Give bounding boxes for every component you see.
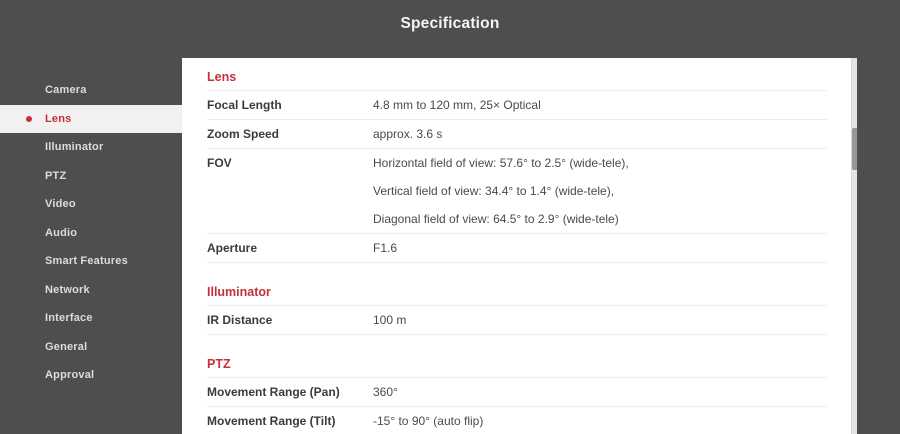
spec-row: [207, 234, 827, 263]
spec-value-line: Vertical field of view: 34.4° to 1.4° (wide-tele),: [373, 184, 615, 198]
sidebar-item-video[interactable]: [0, 190, 182, 219]
spec-value-line: 4.8 mm to 120 mm, 25× Optical: [373, 98, 541, 112]
sidebar-item-general[interactable]: [0, 333, 182, 362]
sidebar-item-label: Video: [45, 198, 76, 211]
page-title: Specification: [400, 15, 500, 32]
sidebar-item-ptz[interactable]: [0, 162, 182, 191]
sidebar-item-label: Lens: [45, 112, 72, 125]
spec-row-label: Zoom Speed: [207, 127, 280, 141]
sidebar-item-label: Smart Features: [45, 255, 128, 268]
sidebar-item-illuminator[interactable]: [0, 133, 182, 162]
sidebar-item-label: Network: [45, 283, 90, 296]
section-title: Lens: [207, 70, 827, 91]
spec-section-illuminator: [207, 285, 827, 335]
content-panel: [182, 58, 857, 434]
spec-value-line: F1.6: [373, 241, 398, 255]
spec-row-label: Movement Range (Tilt): [207, 414, 336, 428]
sidebar-item-label: Illuminator: [45, 141, 104, 154]
spec-row-values: [373, 241, 827, 255]
sidebar-item-label: Interface: [45, 312, 93, 325]
spec-row-values: [373, 156, 827, 226]
sidebar-item-label: Audio: [45, 226, 78, 239]
sidebar-item-network[interactable]: [0, 276, 182, 305]
section-title: PTZ: [207, 357, 827, 378]
spec-row-label: IR Distance: [207, 313, 273, 327]
sidebar-item-camera[interactable]: [0, 76, 182, 105]
sidebar-item-smart-features[interactable]: [0, 247, 182, 276]
sidebar-item-label: Camera: [45, 84, 87, 97]
sidebar-item-lens[interactable]: [0, 105, 182, 134]
spec-row-label: Aperture: [207, 241, 258, 255]
spec-row-values: [373, 414, 827, 428]
spec-row-values: [373, 127, 827, 141]
page-header: [0, 0, 900, 48]
spec-section-lens: [207, 70, 827, 263]
spec-row: [207, 378, 827, 407]
spec-content: [182, 58, 857, 434]
spec-value-line: 100 m: [373, 313, 407, 327]
spec-row: [207, 120, 827, 149]
spec-row: [207, 306, 827, 335]
sidebar-item-interface[interactable]: [0, 304, 182, 333]
spec-row: [207, 91, 827, 120]
scrollbar-track[interactable]: [851, 58, 857, 434]
spec-row-values: [373, 98, 827, 112]
sidebar-item-audio[interactable]: [0, 219, 182, 248]
spec-row-label: Movement Range (Pan): [207, 385, 340, 399]
sidebar-item-label: PTZ: [45, 169, 67, 182]
sidebar-item-label: General: [45, 340, 88, 353]
scrollbar-thumb[interactable]: [852, 128, 857, 170]
spec-row-values: [373, 385, 827, 399]
spec-row: [207, 149, 827, 234]
spec-value-line: approx. 3.6 s: [373, 127, 443, 141]
sidebar-item-approval[interactable]: [0, 361, 182, 390]
spec-value-line: 360°: [373, 385, 398, 399]
selected-bullet-icon: [26, 116, 32, 122]
spec-section-ptz: [207, 357, 827, 434]
sidebar-item-label: Approval: [45, 369, 95, 382]
spec-row-label: Focal Length: [207, 98, 282, 112]
spec-row: [207, 407, 827, 434]
sidebar: [0, 76, 182, 390]
spec-row-values: [373, 313, 827, 327]
spec-row-label: FOV: [207, 156, 232, 170]
spec-value-line: -15° to 90° (auto flip): [373, 414, 484, 428]
spec-value-line: Horizontal field of view: 57.6° to 2.5° (wide-tele),: [373, 156, 629, 170]
spec-value-line: Diagonal field of view: 64.5° to 2.9° (wide-tele): [373, 212, 619, 226]
section-title: Illuminator: [207, 285, 827, 306]
